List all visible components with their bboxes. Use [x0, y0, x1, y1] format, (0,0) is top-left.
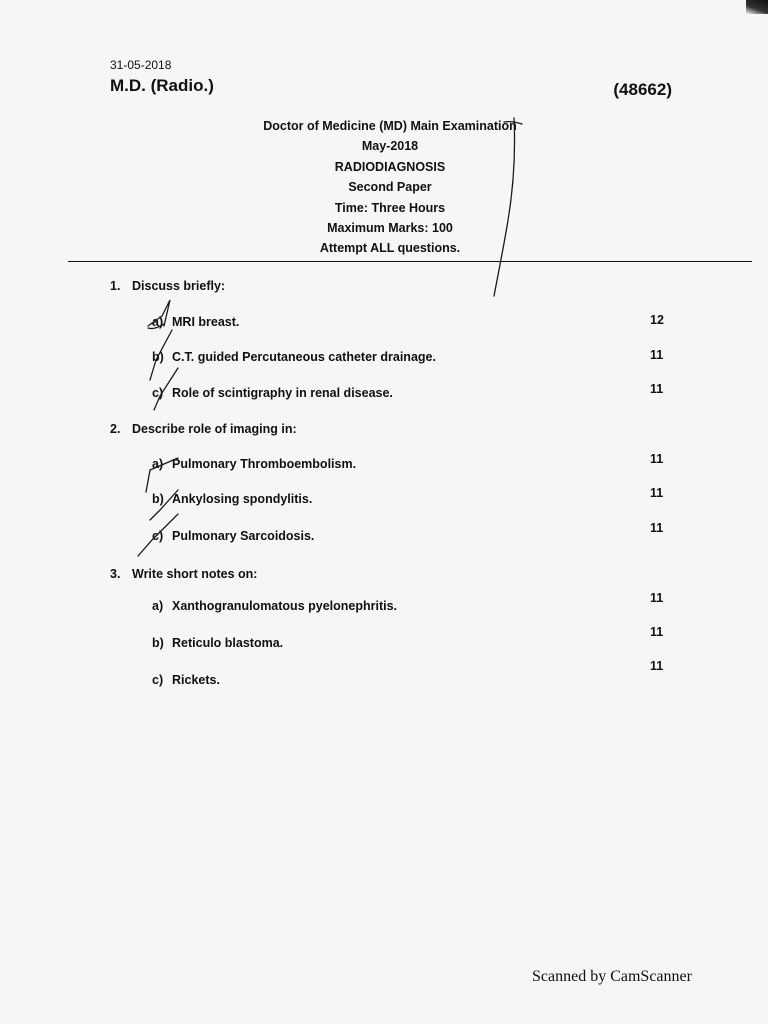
- question-2c-marks: 11: [650, 521, 664, 535]
- item-letter: a): [152, 315, 164, 329]
- item-text: Ankylosing spondylitis.: [172, 492, 313, 506]
- question-3c: [152, 673, 220, 687]
- item-text: Pulmonary Thromboembolism.: [172, 457, 357, 471]
- exam-date: 31-05-2018: [110, 58, 172, 72]
- item-letter: b): [152, 350, 164, 364]
- header-max-marks: Maximum Marks: 100: [327, 221, 453, 236]
- item-letter: a): [152, 599, 164, 613]
- question-1c-marks: 11: [650, 382, 664, 396]
- item-text: Rickets.: [172, 673, 220, 687]
- item-letter: a): [152, 457, 164, 471]
- question-1-title: [110, 279, 225, 293]
- header-time: Time: Three Hours: [334, 200, 446, 215]
- question-number: 1.: [110, 279, 121, 293]
- header-exam-title: Doctor of Medicine (MD) Main Examination: [263, 119, 517, 133]
- exam-header: [200, 116, 580, 259]
- question-2b-marks: 11: [650, 486, 664, 500]
- question-1b-marks: 11: [650, 348, 664, 362]
- header-subject: RADIODIAGNOSIS: [334, 159, 446, 174]
- item-text: Xanthogranulomatous pyelonephritis.: [172, 599, 398, 613]
- question-3-title: [110, 567, 257, 581]
- header-divider: [68, 261, 752, 262]
- item-letter: c): [152, 673, 164, 687]
- question-2-title: [110, 422, 297, 436]
- header-instruction: Attempt ALL questions.: [319, 241, 461, 256]
- scanner-watermark: Scanned by CamScanner: [532, 968, 692, 985]
- item-text: Role of scintigraphy in renal disease.: [172, 386, 393, 400]
- question-3b: [152, 636, 283, 650]
- question-3b-marks: 11: [650, 625, 664, 639]
- question-number: 3.: [110, 567, 121, 581]
- paper-code: (48662): [613, 80, 672, 99]
- item-text: Reticulo blastoma.: [172, 636, 284, 650]
- question-1a: [152, 315, 239, 329]
- question-3a: [152, 599, 397, 613]
- scan-corner-shadow: [746, 0, 768, 14]
- question-number: 2.: [110, 422, 121, 436]
- question-2a: [152, 457, 356, 471]
- item-letter: b): [152, 492, 164, 506]
- question-1b: [152, 350, 436, 364]
- question-text: Discuss briefly:: [132, 279, 226, 293]
- header-paper: Second Paper: [348, 180, 432, 195]
- item-text: MRI breast.: [172, 315, 240, 329]
- question-3a-marks: 11: [650, 591, 664, 605]
- question-2c: [152, 529, 314, 543]
- question-1a-marks: 12: [650, 313, 664, 327]
- course-name: M.D. (Radio.): [110, 76, 214, 95]
- item-text: Pulmonary Sarcoidosis.: [172, 529, 315, 543]
- item-letter: c): [152, 529, 164, 543]
- item-text: C.T. guided Percutaneous catheter drainage.: [172, 350, 436, 364]
- question-1c: [152, 386, 393, 400]
- item-letter: b): [152, 636, 164, 650]
- header-session: May-2018: [361, 139, 419, 154]
- question-text: Describe role of imaging in:: [132, 422, 297, 436]
- question-2a-marks: 11: [650, 452, 664, 466]
- question-text: Write short notes on:: [132, 567, 258, 581]
- question-2b: [152, 492, 312, 506]
- question-3c-marks: 11: [650, 659, 664, 673]
- item-letter: c): [152, 386, 164, 400]
